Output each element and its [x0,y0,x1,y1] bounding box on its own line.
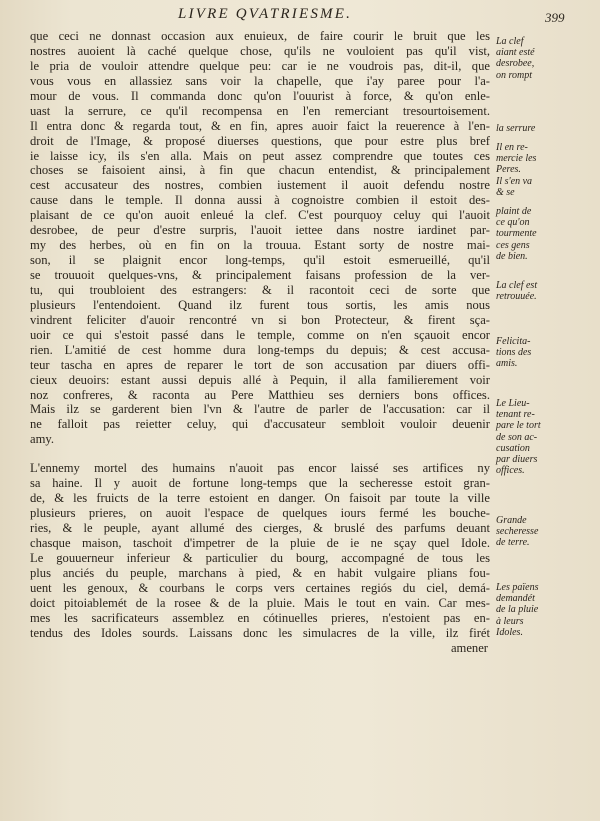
margin-note-line: La clef [496,36,524,47]
text-line: vindrent feliciter d'auoir rencontré vn si bon Protecteur, & firent sça- [30,312,490,327]
text-line: rien. L'amitié de cest homme dura long-temps du depuis; & cest accusa- [30,342,490,357]
text-line: vous vous en allassiez sans voir la chapelle, que i'ay paree pour l'a- [30,73,490,88]
margin-note-line: cusation [496,442,530,454]
text-line: ne falloit pas reietter celuy, qui d'accusateur sembloit vouloir deuenir [30,417,490,432]
margin-note [496,206,537,262]
text-line: Mais ilz se garderent bien l'vn & l'autre de parler de l'accusation: car il [30,402,490,417]
text-line: uoir ce qui s'estoit passé dans le temple, comme on n'en sçauoit encor [30,327,490,342]
margin-note-line: mercie les [496,153,537,165]
text-line: cause dans le temple. Il donna aussi à cognoistre combien il estoit des- [30,193,490,208]
margin-note [496,142,536,176]
margin-note-line: Il s'en va [496,176,533,187]
margin-note-line: à leurs [496,615,524,627]
margin-note-line: la serrure [496,123,536,134]
margin-note [496,123,535,134]
text-line: le pria de vouloir attendre quelque peu: car ie ne voudrois pas, dit-il, que [30,58,490,73]
margin-note-line: La clef est [496,280,538,291]
text-line: choses se faisoient ainsi, à fin que chacun entendist, & principalement [30,163,490,178]
margin-note [496,582,539,638]
text-line: my des herbes, où en fin on la trouua. Estant sorty de nostre mai- [30,238,490,253]
margin-note-line: de terre. [496,537,530,549]
text-line: noz confreres, & raconta au Pere Matthieu ses derniers bons offices. [30,387,490,402]
text-line: doict pitoiablemét de la rosee & de la pluie. Mais le tout en vain. Car mes- [30,595,490,610]
margin-note-line: de la pluie [496,604,539,616]
text-line: Le gouuerneur inferieur & particulier du bourg, accompagné de tous les [30,550,490,565]
text-line: cest accusateur des nostres, combien iustement il auoit defendu nostre [30,178,490,193]
margin-note-line: Felicita- [496,336,531,347]
margin-note-line: amis. [496,358,518,370]
margin-note-line: retrouuée. [496,291,537,303]
margin-note [496,398,541,476]
text-line: son, il se plaignit encor long-temps, qu'il estoit esmerueillé, qu'il [30,253,490,268]
text-line: amy. [30,432,55,447]
margin-note-line: secheresse [496,526,539,538]
text-line: chasque maison, taschoit d'impetrer de la pluie de ie ne sçay quel Idole. [30,535,490,550]
margin-note-line: demandét [496,593,535,605]
text-line: L'ennemy mortel des humains n'auoit pas encor laissé ses artifices ny [30,461,490,476]
margin-note-line: tenant re- [496,409,535,421]
text-line: de, & les fruicts de la terre estoient en danger. On faisoit par toute la ville [30,491,490,506]
paragraph-2 [30,461,490,640]
text-line: que ceci ne donnast occasion aux enuieux, de faire courir le bruit que les [30,29,490,43]
text-line: plus anciés du peuple, marchans à pied, & en habit vulgaire plians fou- [30,565,490,580]
text-line: Il entra donc & regarda tout, & en fin, apres auoir faict la reuerence à l'en- [30,118,490,133]
margin-note-line: ce qu'on [496,217,530,229]
margin-note-line: de bien. [496,250,528,262]
text-line: mour de vous. Il commanda donc qu'on l'ouurist à force, & qu'on enle- [30,88,490,103]
margin-note-line: tions des [496,347,532,359]
text-line: nostres auoient là caché quelque chose, qu'ils ne vouloient pas qu'il vist, [30,43,490,58]
text-line: uast la serrure, ce qu'il recompensa en l'en remerciant tresourtoisement. [30,103,490,118]
margin-note-line: Idoles. [496,626,523,638]
text-line: plusieurs prieres, on auoit l'espace de quelques iours fermé les bouche- [30,506,490,521]
text-line: mes les sacrificateurs assemblez en cótinuelles prieres, n'estoient pas en- [30,610,490,625]
text-line: droit de l'Image, & proposé diuerses questions, que pour estre plus bref [30,133,490,148]
page-number: 399 [545,10,565,25]
margin-note-line: tourmente [496,228,537,240]
margin-note-line: Le Lieu- [496,398,530,409]
text-line: tu, qui troubloient des estrangers: & il racontoit ceci de sorte que [30,282,490,297]
margin-note-line: ces gens [496,239,530,251]
text-line: sa haine. Il y auoit de fortune long-temps que la secheresse estoit gran- [30,476,490,491]
margin-note-line: Peres. [496,164,521,176]
margin-note [496,336,531,370]
margin-note-line: offices. [496,465,525,477]
margin-note-line: aiant esté [496,47,535,59]
text-line: cieux deuoirs: estant aussi depuis allé à Pequin, il alla familierement voir [30,372,490,387]
text-line: ie laisse icy, ils s'en alla. Mais on peut assez comprendre que toutes ces [30,148,490,163]
margin-note-line: pare le tort [496,420,541,432]
text-line: plusieurs l'entendoient. Quand ilz furent tous sortis, les amis nous [30,297,490,312]
margin-note-line: on rompt [496,69,533,81]
margin-note-line: par diuers [496,454,538,466]
margin-note-line: desrobee, [496,58,535,70]
main-text [30,29,490,655]
margin-note [496,515,538,549]
text-line: desrobee, de peur d'estre surpris, l'auoit iettee dans nostre iardinet par- [30,223,490,238]
running-head: LIVRE QVATRIESME. [178,6,353,22]
text-line: ries, & le peuple, ayant allumé des cierges, & bruslé des parfums deuant [30,521,490,535]
paragraph-1 [30,29,490,447]
margin-note-line: Les païens [496,582,539,593]
margin-note-line: & se [496,187,515,199]
text-line: tendus des Idoles sourds. Laissans donc les simulacres de la ville, ilz firét [30,625,490,640]
margin-note [496,280,537,302]
text-line: se trouuoit quelques-vns, & principalement faisans profession de la ver- [30,268,490,282]
margin-note [496,176,532,198]
text-line: teur tascha en apres de reparer le tort de son accusation par diuers offi- [30,357,490,372]
margin-note-line: Grande [496,515,527,526]
text-line: uent les genoux, & courbans le corps vers certaines regiós du ciel, demá- [30,580,490,595]
margin-note-line: de son ac- [496,431,538,443]
catchword: amener [450,640,488,655]
margin-note-line: plaint de [496,206,532,217]
margin-note [496,36,535,81]
text-line: plaisant de ce qu'on auoit enleué la clef. C'est pourquoy celuy qui l'auoit [30,208,490,223]
page-header [0,6,600,30]
margin-note-line: Il en re- [496,142,528,153]
paragraph-gap [30,447,490,461]
